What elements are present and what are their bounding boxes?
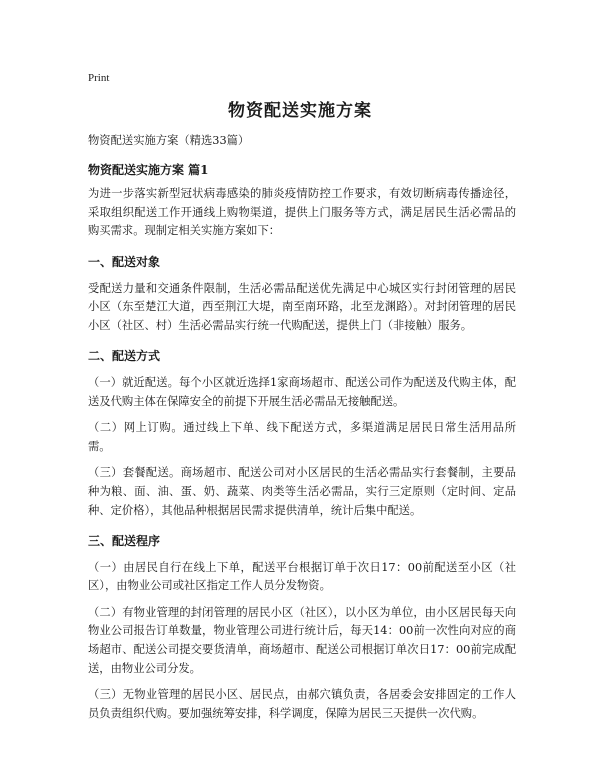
section-heading-methods: 二、配送方式 xyxy=(88,349,161,364)
page-title: 物资配送实施方案 xyxy=(228,101,372,121)
paragraph: （一）就近配送。每个小区就近选择1家商场超市、配送公司作为配送及代购主体，配送及代购主体在保障安全的前提下开展生活必需品无接触配送。 xyxy=(88,375,516,408)
section-heading-targets: 一、配送对象 xyxy=(88,254,161,269)
paragraph: （一）由居民自行在线上下单，配送平台根据订单于次日17：00前配送至小区（社区），由物业公司或社区指定工作人员分发物资。 xyxy=(88,560,516,593)
paragraph: （三）无物业管理的居民小区、居民点，由郝穴镇负责，各居委会安排固定的工作人员负责组织代购。要加强统筹安排，科学调度，保障为居民三天提供一次代购。 xyxy=(88,688,516,720)
section-heading-procedure: 三、配送程序 xyxy=(88,534,161,549)
paragraph: （二）网上订购。通过线上下单、线下配送方式，多渠道满足居民日常生活用品所需。 xyxy=(88,421,516,453)
article-heading: 物资配送实施方案 篇1 xyxy=(88,162,209,177)
print-link[interactable]: Print xyxy=(88,72,110,84)
paragraph: 受配送力量和交通条件限制，生活必需品配送优先满足中心城区实行封闭管理的居民小区（东至楚江大道，西至荆江大堤，南至南环路，北至龙渊路）。对封闭管理的居民小区（社区、村）生活必需品实行统一代购配送，提供上门（非接触）服务。 xyxy=(88,281,516,332)
article-body xyxy=(88,132,516,731)
intro-paragraph: 为进一步落实新型冠状病毒感染的肺炎疫情防控工作要求，有效切断病毒传播途径，采取组织配送工作开通线上购物渠道，提供上门服务等方式，满足居民生活必需品的购买需求。现制定相关实施方案如下： xyxy=(88,187,516,238)
paragraph: （二）有物业管理的封闭管理的居民小区（社区），以小区为单位，由小区居民每天向物业公司报告订单数量，物业管理公司进行统计后，每天14：00前一次性向对应的商场超市、配送公司提交要货清单，商场超市、配送公司根据订单次日17：00前完成配送，由物业公司分发。 xyxy=(88,605,516,675)
paragraph: （三）套餐配送。商场超市、配送公司对小区居民的生活必需品实行套餐制，主要品种为粮、面、油、蛋、奶、蔬菜、肉类等生活必需品，实行三定原则（定时间、定品种、定价格），其他品种根据居民需求提供清单，统计后集中配送。 xyxy=(88,466,516,517)
article-subtitle: 物资配送实施方案（精选33篇） xyxy=(88,134,250,147)
